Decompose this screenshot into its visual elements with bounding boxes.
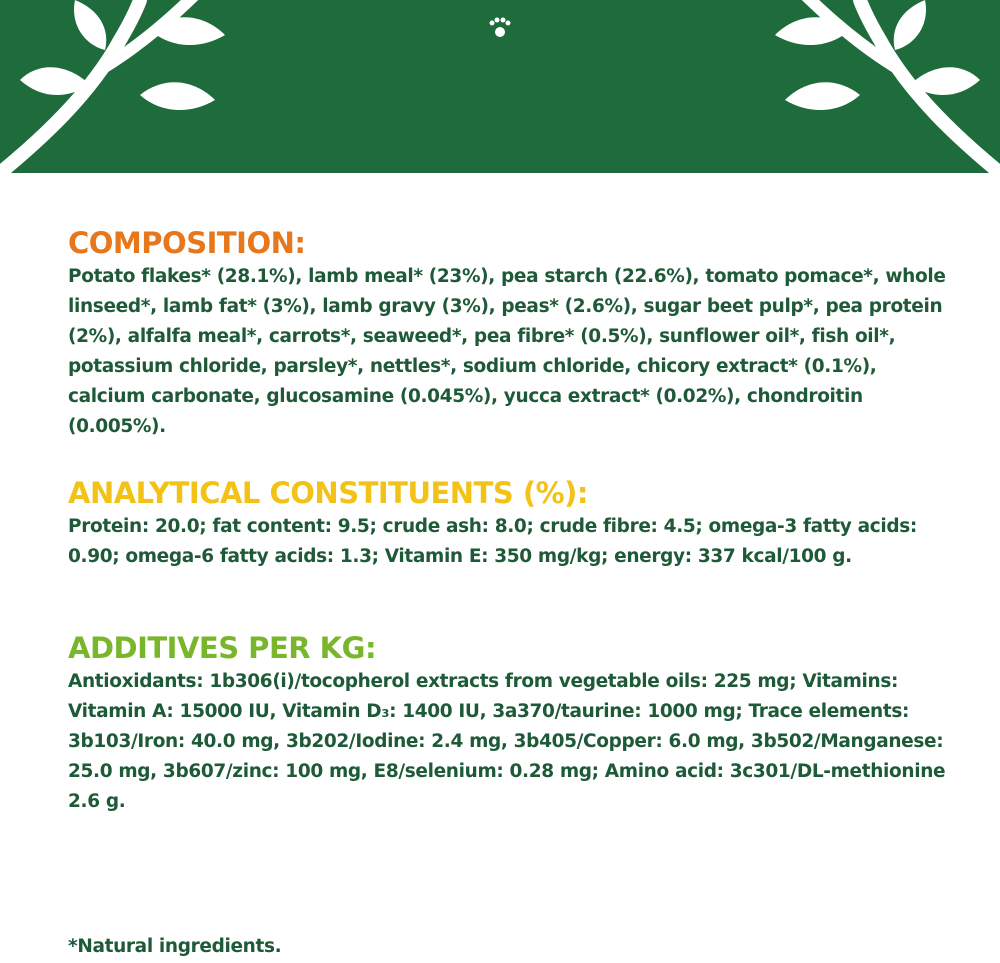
footnote: *Natural ingredients. (68, 936, 282, 957)
tree-pets-logo-icon (455, 6, 545, 92)
additives-section (68, 631, 948, 817)
composition-section (68, 226, 948, 442)
analytical-text: Protein: 20.0; fat content: 9.5; crude ash: 8.0; crude fibre: 4.5; omega-3 fatty acids: 0.90; omega-6 fatty acids: 1.3; Vitamin E: 350 mg/kg; energy: 337 kcal/100 g. (68, 516, 917, 567)
page-title: INGREDIENTS (313, 95, 687, 169)
additives-text: Antioxidants: 1b306(i)/tocopherol extracts from vegetable oils: 225 mg; Vitamins: Vitamin A: 15000 IU, Vitamin D₃: 1400 IU, 3a370/taurine: 1000 mg; Trace elements: 3b103/Iron: 40.0 mg, 3b202/Iodine: 2.4 mg, 3b405/Copper: 6.0 mg, 3b502/Manganese: 25.0 mg, 3b607/zinc: 100 mg, E8/selenium: 0.28 mg; Amino acid: 3c301/DL-methionine 2.6 g. (68, 671, 946, 812)
composition-heading: COMPOSITION: (68, 226, 306, 260)
analytical-constituents-section (68, 476, 948, 572)
additives-heading: ADDITIVES PER KG: (68, 631, 377, 665)
composition-text: Potato flakes* (28.1%), lamb meal* (23%), pea starch (22.6%), tomato pomace*, whole linseed*, lamb fat* (3%), lamb gravy (3%), peas* (2.6%), sugar beet pulp*, pea protein (2%), alfalfa meal*, carrots*, seaweed*, pea fibre* (0.5%), sunflower oil*, fish oil*, potassium chloride, parsley*, nettles*, sodium chloride, chicory extract* (0.1%), calcium carbonate, glucosamine (0.045%), yucca extract* (0.02%), chondroitin (0.005%). (68, 266, 946, 437)
analytical-heading: ANALYTICAL CONSTITUENTS (%): (68, 476, 588, 510)
